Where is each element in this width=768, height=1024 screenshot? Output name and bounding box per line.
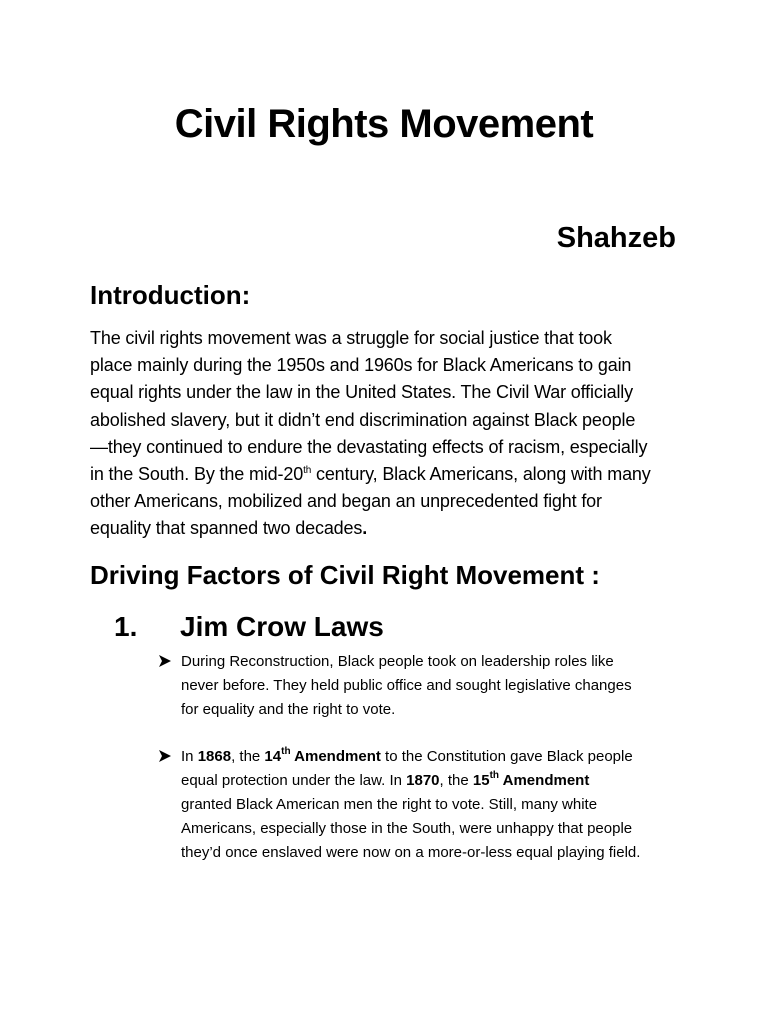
bold-amendment-number — [473, 772, 589, 789]
bold-period: . — [362, 518, 368, 539]
bullet-text — [181, 650, 701, 722]
superscript: th — [303, 465, 312, 477]
arrowhead-bullet-icon — [158, 749, 172, 763]
text-run: in the South. By the mid-20 — [90, 464, 304, 485]
bold-year: 1868 — [197, 748, 232, 765]
paragraph-line — [90, 515, 686, 542]
superscript: th — [281, 746, 291, 757]
text-run: , the — [439, 772, 473, 789]
amendment-label: Amendment — [290, 748, 381, 765]
bullet-text — [181, 745, 701, 865]
paragraph-line — [90, 461, 686, 488]
bullet-line: Americans, especially those in the South, were unhappy that people — [181, 820, 633, 837]
text-run: equal protection under the law. In — [181, 772, 407, 789]
section-number: 1. — [114, 611, 138, 642]
paragraph-line: other Americans, mobilized and began an unprecedented fight for — [90, 491, 602, 512]
introduction-heading: Introduction: — [90, 280, 251, 310]
bullet-line: for equality and the right to vote. — [181, 701, 396, 718]
bullet-line: granted Black American men the right to vote. Still, many white — [181, 796, 598, 813]
paragraph-line: equal rights under the law in the United States. The Civil War officially — [90, 382, 633, 403]
text-run: equality that spanned two decades — [90, 518, 363, 539]
paragraph-line: abolished slavery, but it didn’t end discrimination against Black people — [90, 409, 636, 430]
text-run: In — [181, 748, 198, 765]
driving-factors-heading: Driving Factors of Civil Right Movement : — [90, 560, 600, 590]
superscript: th — [489, 770, 500, 781]
text-run: to the Constitution gave Black people — [380, 748, 633, 765]
amendment-number: 14 — [264, 748, 282, 765]
paragraph-line: The civil rights movement was a struggle for social justice that took — [90, 328, 612, 348]
bullet-line — [181, 745, 701, 769]
arrowhead-bullet-icon — [158, 654, 172, 668]
amendment-number: 15 — [472, 772, 490, 789]
introduction-paragraph — [90, 325, 686, 543]
bold-amendment-number — [264, 748, 380, 765]
section-title: Jim Crow Laws — [180, 611, 384, 642]
author-name: Shahzeb — [556, 222, 676, 254]
document-title: Civil Rights Movement — [174, 102, 594, 146]
bullet-line: never before. They held public office and sought legislative changes — [181, 677, 632, 694]
text-run: , the — [231, 748, 265, 765]
bullet-line: During Reconstruction, Black people took on leadership roles like — [181, 653, 614, 670]
bullet-line: they’d once enslaved were now on a more-or-less equal playing field. — [181, 844, 641, 861]
paragraph-line: —they continued to endure the devastating effects of racism, especially — [90, 436, 648, 457]
bullet-line — [181, 769, 701, 793]
bold-year: 1870 — [406, 772, 440, 789]
amendment-label: Amendment — [499, 772, 590, 789]
text-run: century, Black Americans, along with many — [311, 464, 651, 485]
paragraph-line: place mainly during the 1950s and 1960s for Black Americans to gain — [90, 355, 632, 376]
